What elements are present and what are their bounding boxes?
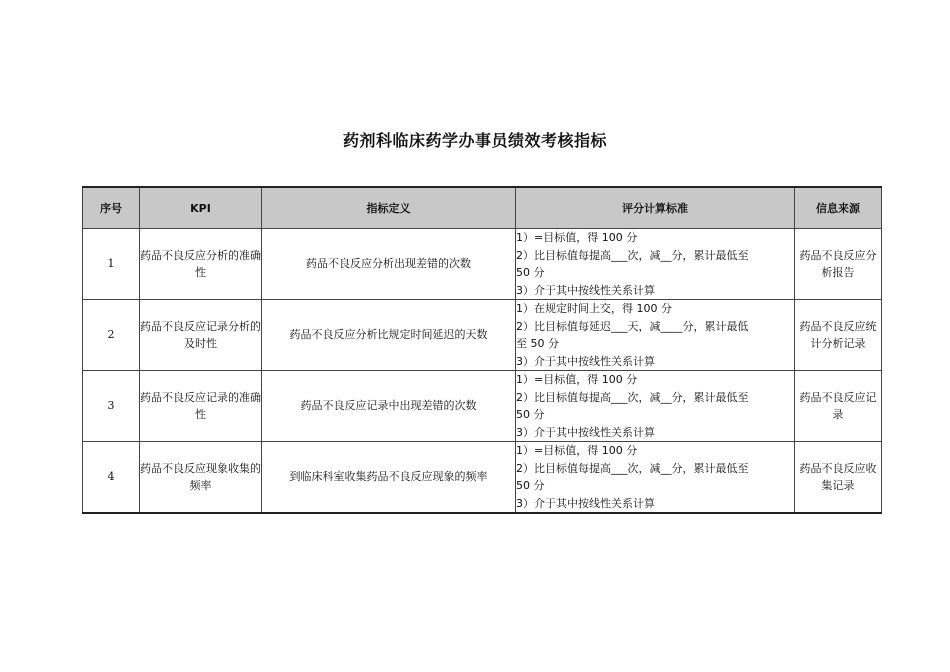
scoring-standard xyxy=(516,371,795,442)
standard-line: 3）介于其中按线性关系计算 xyxy=(516,425,655,439)
standard-line: 2）比目标值每提高___次，减__分，累计最低至 xyxy=(516,461,749,475)
standard-line: 3）介于其中按线性关系计算 xyxy=(516,496,655,510)
scoring-standard xyxy=(516,300,795,371)
info-source: 药品不良反应记录 xyxy=(795,371,882,442)
standard-line: 50 分 xyxy=(516,266,545,279)
standard-line: 50 分 xyxy=(516,479,545,492)
standard-line: 1）=目标值，得 100 分 xyxy=(516,231,638,244)
kpi-name: 药品不良反应记录分析的及时性 xyxy=(140,300,262,371)
row-number: 1 xyxy=(83,229,140,300)
standard-line: 2）比目标值每提高___次，减__分，累计最低至 xyxy=(516,248,749,262)
table-row xyxy=(83,442,882,514)
kpi-name: 药品不良反应现象收集的频率 xyxy=(140,442,262,514)
page-title: 药剂科临床药学办事员绩效考核指标 xyxy=(342,131,607,150)
row-number: 2 xyxy=(83,300,140,371)
kpi-definition: 药品不良反应记录中出现差错的次数 xyxy=(262,371,516,442)
kpi-name: 药品不良反应记录的准确性 xyxy=(140,371,262,442)
table-header-row xyxy=(83,187,882,229)
standard-line: 3）介于其中按线性关系计算 xyxy=(516,354,655,368)
kpi-definition: 药品不良反应分析比规定时间延迟的天数 xyxy=(262,300,516,371)
standard-line: 至 50 分 xyxy=(516,337,559,350)
info-source: 药品不良反应分析报告 xyxy=(795,229,882,300)
table-row xyxy=(83,371,882,442)
info-source: 药品不良反应收集记录 xyxy=(795,442,882,514)
kpi-name: 药品不良反应分析的准确性 xyxy=(140,229,262,300)
table-row xyxy=(83,229,882,300)
standard-line: 2）比目标值每延迟___天，减____分，累计最低 xyxy=(516,319,749,333)
standard-line: 1）=目标值，得 100 分 xyxy=(516,444,638,457)
standard-line: 2）比目标值每提高___次，减__分，累计最低至 xyxy=(516,390,749,404)
header-standard: 评分计算标准 xyxy=(516,187,795,229)
scoring-standard xyxy=(516,229,795,300)
header-kpi: KPI xyxy=(140,187,262,229)
header-no: 序号 xyxy=(83,187,140,229)
row-number: 4 xyxy=(83,442,140,514)
row-number: 3 xyxy=(83,371,140,442)
header-definition: 指标定义 xyxy=(262,187,516,229)
standard-line: 3）介于其中按线性关系计算 xyxy=(516,283,655,297)
kpi-definition: 到临床科室收集药品不良反应现象的频率 xyxy=(262,442,516,514)
standard-line: 50 分 xyxy=(516,408,545,421)
standard-line: 1）在规定时间上交，得 100 分 xyxy=(516,302,672,315)
kpi-table xyxy=(82,186,882,514)
header-source: 信息来源 xyxy=(795,187,882,229)
standard-line: 1）=目标值，得 100 分 xyxy=(516,373,638,386)
table-row xyxy=(83,300,882,371)
info-source: 药品不良反应统计分析记录 xyxy=(795,300,882,371)
kpi-definition: 药品不良反应分析出现差错的次数 xyxy=(262,229,516,300)
scoring-standard xyxy=(516,442,795,514)
